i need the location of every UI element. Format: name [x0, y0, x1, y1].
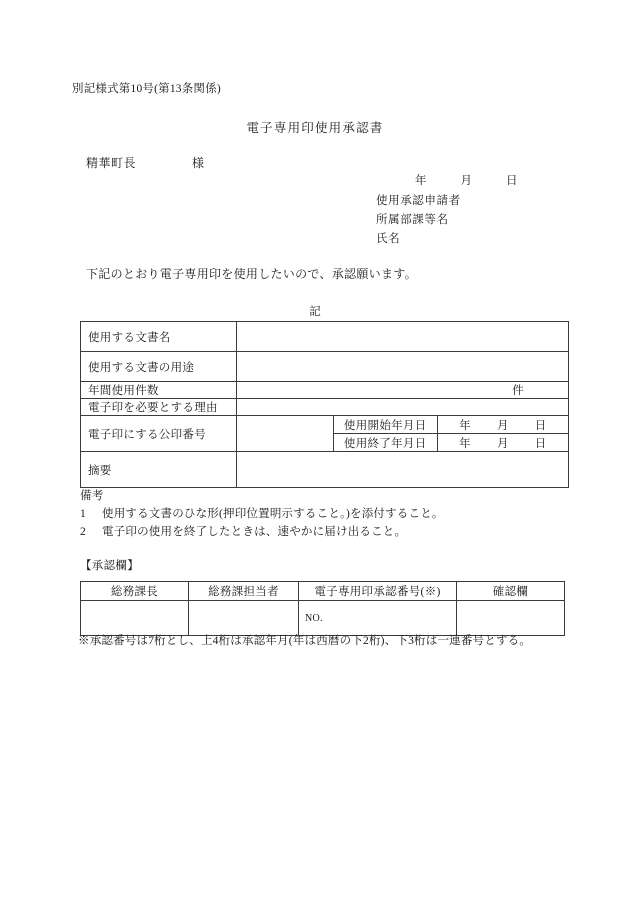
table-row: [81, 416, 569, 452]
approval-cell-soumu-tantousha[interactable]: [189, 601, 299, 636]
row-label-remarks: 摘要: [81, 452, 237, 488]
annual-count-unit: 件: [512, 385, 524, 397]
date-year-label: 年: [415, 175, 427, 187]
row-label-document-name: 使用する文書名: [81, 322, 237, 352]
usage-end-date-fields[interactable]: [437, 434, 568, 452]
note-text-1: 使用する文書のひな形(押印位置明示すること。)を添付すること。: [102, 508, 444, 520]
usage-start-date-fields[interactable]: [437, 416, 568, 434]
approval-cell-soumu-kacho[interactable]: [81, 601, 189, 636]
page-title: 電子専用印使用承認書: [246, 121, 384, 135]
table-row: [81, 352, 569, 382]
notes-heading: 備考: [80, 490, 104, 502]
row-label-seal-number: 電子印にする公印番号: [81, 416, 237, 452]
lead-paragraph: 下記のとおり電子専用印を使用したいので、承認願います。: [86, 267, 417, 281]
approval-body-row: [81, 601, 565, 636]
usage-end-day-label: 日: [534, 437, 547, 450]
row-value-remarks[interactable]: [237, 452, 569, 488]
usage-period-cell: [333, 416, 568, 451]
form-number: 別記様式第10号(第13条関係): [72, 83, 221, 95]
row-value-document-purpose[interactable]: [237, 352, 569, 382]
row-value-seal-number-group: [237, 416, 569, 452]
approval-header-row: [81, 582, 565, 601]
note-number-1: 1: [80, 508, 86, 520]
usage-start-row: [334, 416, 568, 434]
row-label-document-purpose: 使用する文書の用途: [81, 352, 237, 382]
usage-start-month-label: 月: [496, 419, 509, 432]
approval-cell-approval-number[interactable]: NO.: [299, 601, 457, 636]
applicant-role-label: 使用承認申請者: [376, 195, 461, 207]
usage-start-label: 使用開始年月日: [334, 416, 438, 434]
seal-number-input-cell[interactable]: [237, 416, 333, 451]
addressee-name: 精華町長: [86, 156, 137, 170]
table-row: [81, 382, 569, 399]
row-value-reason[interactable]: [237, 399, 569, 416]
approval-section-heading: 【承認欄】: [80, 560, 139, 572]
addressee-honorific: 様: [192, 156, 205, 170]
applicant-block: [376, 192, 461, 249]
notes-section: [80, 487, 444, 541]
usage-end-row: [334, 434, 568, 452]
usage-end-year-label: 年: [459, 437, 471, 450]
row-label-reason: 電子印を必要とする理由: [81, 399, 237, 416]
note-text-2: 電子印の使用を終了したときは、速やかに届け出ること。: [102, 526, 407, 538]
applicant-department-label: 所属部課等名: [376, 214, 449, 226]
approval-table: [80, 581, 565, 636]
approval-col-soumu-tantousha: 総務課担当者: [189, 582, 299, 601]
usage-period-table: [334, 416, 568, 451]
approval-footnote: ※承認番号は7桁とし、上4桁は承認年月(年は西暦の下2桁)、下3桁は一連番号とする。: [78, 635, 532, 647]
table-row: [81, 452, 569, 488]
note-number-2: 2: [80, 526, 86, 538]
row-value-document-name[interactable]: [237, 322, 569, 352]
date-day-label: 日: [506, 175, 518, 187]
approval-col-approval-number: 電子専用印承認番号(※): [299, 582, 457, 601]
applicant-name-label: 氏名: [376, 233, 401, 245]
addressee-line: [86, 154, 205, 171]
usage-start-day-label: 日: [534, 419, 547, 432]
table-row: [81, 322, 569, 352]
row-label-annual-count: 年間使用件数: [81, 382, 237, 399]
ki-mark: 記: [309, 306, 321, 318]
date-line: [415, 172, 518, 188]
usage-start-year-label: 年: [459, 419, 471, 432]
usage-end-label: 使用終了年月日: [334, 434, 438, 452]
note-item-1: [80, 505, 444, 523]
seal-number-subtable: [237, 416, 568, 451]
table-row: [81, 399, 569, 416]
approval-cell-kakunin[interactable]: [457, 601, 565, 636]
date-month-label: 月: [460, 175, 472, 187]
application-table: [80, 321, 569, 488]
row-value-annual-count[interactable]: [237, 382, 569, 399]
usage-end-month-label: 月: [496, 437, 509, 450]
approval-col-soumu-kacho: 総務課長: [81, 582, 189, 601]
approval-col-kakunin: 確認欄: [457, 582, 565, 601]
note-item-2: [80, 523, 444, 541]
